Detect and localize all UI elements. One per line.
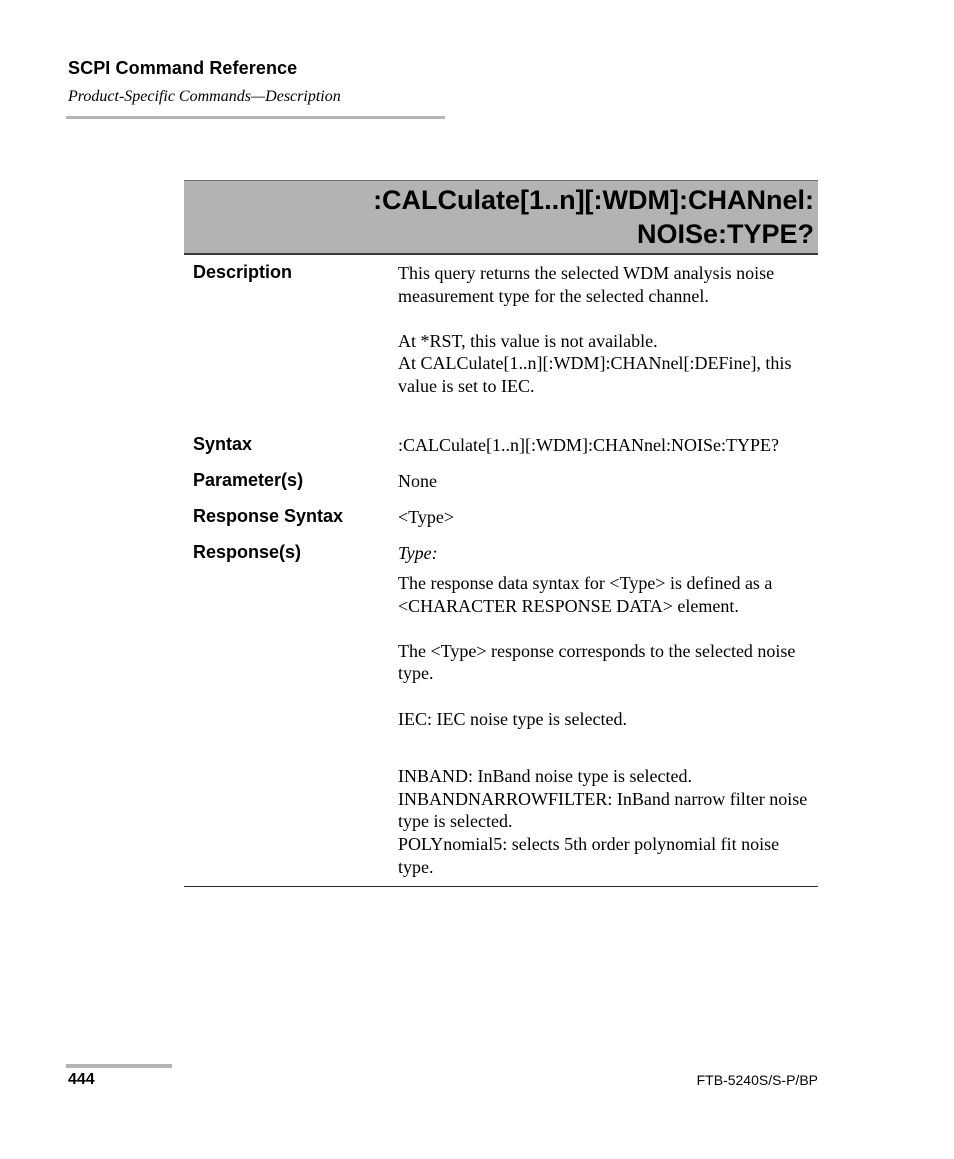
product-name: FTB-5240S/S-P/BP: [696, 1072, 818, 1088]
response-syntax-label: Response Syntax: [193, 506, 344, 526]
command-title-line-2: NOISe:TYPE?: [636, 219, 814, 249]
parameters-label: Parameter(s): [193, 470, 304, 490]
response-polynomial-item: POLYnomial5: selects 5th order polynomial fit noise type.: [398, 833, 780, 877]
description-define-note: At CALCulate[1..n][:WDM]:CHANnel[:DEFine], this value is set to IEC.: [398, 353, 792, 396]
response-iec-item: IEC: IEC noise type is selected.: [398, 708, 627, 729]
command-title-line-1: :CALCulate[1..n][:WDM]:CHANnel:: [373, 185, 814, 215]
response-inband-narrow-item: INBANDNARROWFILTER: InBand narrow filter noise type is selected.: [398, 788, 808, 832]
response-data-syntax-paragraph: The response data syntax for <Type> is defined as a <CHARACTER RESPONSE DATA> element.: [398, 573, 773, 616]
running-header-subtitle: Product-Specific Commands—Description: [68, 88, 341, 105]
footer-rule: [66, 1064, 172, 1068]
response-syntax-value: <Type>: [398, 507, 455, 527]
response-type-paragraph: The <Type> response corresponds to the selected noise type.: [398, 640, 796, 684]
response-inband-item: INBAND: InBand noise type is selected.: [398, 766, 692, 787]
table-bottom-rule: [184, 886, 818, 887]
running-header-title: SCPI Command Reference: [68, 58, 298, 78]
syntax-value: :CALCulate[1..n][:WDM]:CHANnel:NOISe:TYPE?: [398, 435, 779, 455]
header-rule: [66, 116, 445, 119]
description-label: Description: [193, 262, 293, 282]
syntax-label: Syntax: [193, 434, 253, 454]
description-body: [398, 262, 816, 398]
parameters-value: None: [398, 471, 437, 491]
responses-body: [398, 572, 816, 878]
command-title: [373, 183, 814, 251]
responses-label: Response(s): [193, 542, 302, 562]
response-param-name: Type:: [398, 543, 438, 563]
page-number: 444: [68, 1071, 95, 1088]
command-banner: [184, 180, 818, 255]
description-paragraph: This query returns the selected WDM analysis noise measurement type for the selected channel.: [398, 263, 775, 306]
description-rst-note: At *RST, this value is not available.: [398, 330, 658, 351]
